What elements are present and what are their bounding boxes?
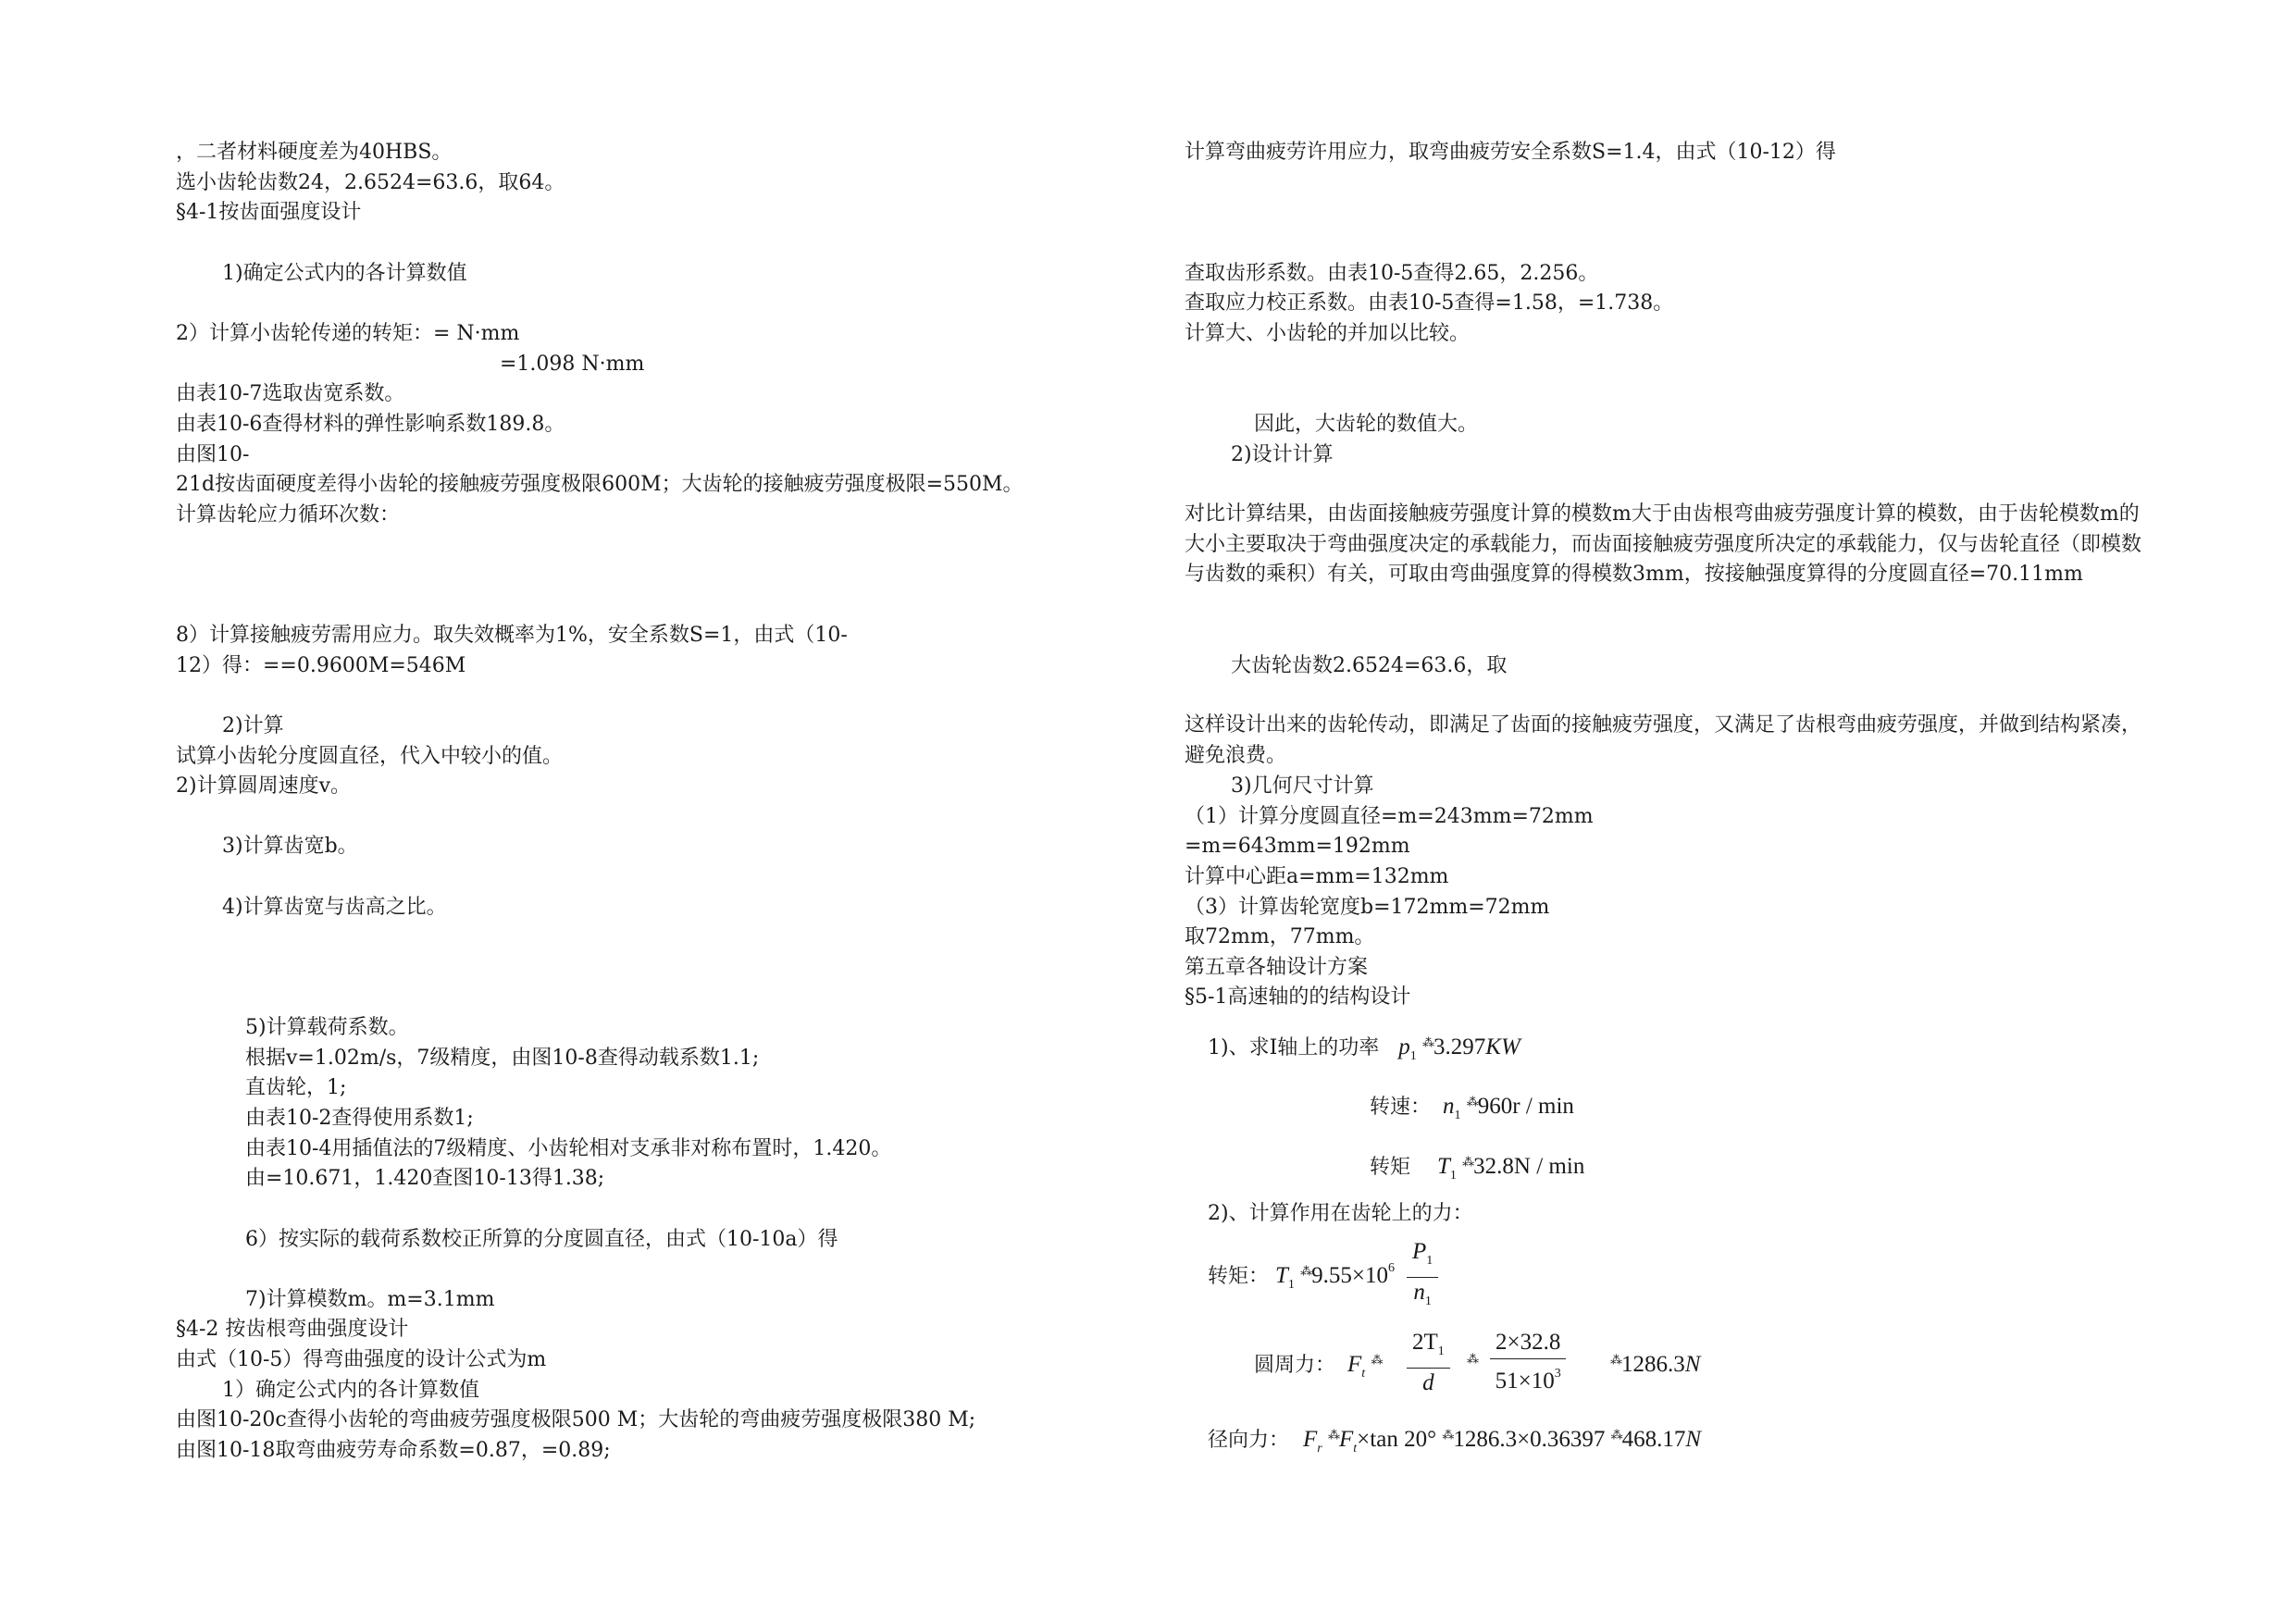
- text-line: 试算小齿轮分度圆直径，代入中较小的值。: [176, 745, 564, 768]
- ft-den1: d: [1422, 1370, 1434, 1395]
- t1-formula: [1208, 1255, 1395, 1299]
- power-var: p: [1398, 1035, 1410, 1059]
- t1-den-var: n: [1413, 1280, 1425, 1305]
- ft-var: F: [1347, 1352, 1362, 1377]
- chapter-heading: 第五章各轴设计方案: [1185, 956, 1369, 979]
- paragraph: 对比计算结果，由齿面接触疲劳强度计算的模数m大于由齿根弯曲疲劳强度计算的模数，由于齿轮模数m的大小主要取决于弯曲强度决定的承载能力，而齿面接触疲劳强度所决定的承载能力，仅与齿轮直径（即模数与齿数的乘积）有关，可取由弯曲强度算的得模数3mm，按接触强度算得的分度圆直径=70.11mm: [1185, 502, 2142, 586]
- step-heading: 4)计算齿宽与齿高之比。: [222, 896, 447, 919]
- t1-coefficient: 9.55×10: [1311, 1263, 1389, 1288]
- text-line: 8）计算接触疲劳需用应力。取失效概率为1%，安全系数S=1，由式（10-: [176, 624, 848, 647]
- torque-formula: [1370, 1148, 1584, 1190]
- text-line: 由=10.671，1.420查图10-13得1.38;: [245, 1167, 605, 1190]
- ft-num2: 2×32.8: [1490, 1329, 1566, 1359]
- t1-fraction: [1407, 1238, 1438, 1317]
- text-line: 2）计算小齿轮传递的转矩：= N·mm: [176, 322, 520, 345]
- ft-den2: 51×10: [1495, 1369, 1555, 1394]
- text-line: 查取齿形系数。由表10-5查得2.65，2.256。: [1185, 262, 1599, 285]
- step-heading: 2)计算: [222, 714, 284, 737]
- fr-unit: N: [1685, 1427, 1702, 1452]
- text-line: 取72mm，77mm。: [1185, 925, 1375, 948]
- power-sub: 1: [1409, 1049, 1417, 1063]
- ft-formula: [1254, 1346, 1382, 1388]
- text-line: 计算齿轮应力循环次数：: [176, 503, 401, 527]
- text-line: ，二者材料硬度差为40HBS。: [176, 141, 453, 164]
- torque-var: T: [1437, 1154, 1450, 1179]
- t1-den-sub: 1: [1424, 1295, 1432, 1308]
- text-line: 由表10-6查得材料的弹性影响系数189.8。: [176, 413, 565, 436]
- paragraph: 这样设计出来的齿轮传动，即满足了齿面的接触疲劳强度，又满足了齿根弯曲疲劳强度，并做到结构紧凑，避免浪费。: [1185, 713, 2142, 767]
- text-line: 12）得：==0.9600M=546M: [176, 654, 466, 677]
- torque-sub: 1: [1449, 1169, 1457, 1183]
- fr-label: 径向力：: [1208, 1429, 1290, 1452]
- text-line: 由表10-2查得使用系数1;: [245, 1107, 474, 1130]
- speed-formula: [1370, 1088, 1574, 1130]
- ft-num1: 2T: [1412, 1330, 1438, 1355]
- fr-sub: r: [1317, 1442, 1322, 1456]
- power-formula: [1208, 1029, 1520, 1071]
- fr-value: 468.17: [1621, 1427, 1686, 1452]
- text-line: =m=643mm=192mm: [1185, 835, 1410, 858]
- text-line: 由图10-18取弯曲疲劳寿命系数=0.87，=0.89;: [176, 1439, 611, 1462]
- text-line: 6）按实际的载荷系数校正所算的分度圆直径，由式（10-10a）得: [245, 1228, 838, 1251]
- text-line: 因此，大齿轮的数值大。: [1254, 413, 1479, 436]
- text-line: 7)计算模数m。m=3.1mm: [245, 1288, 495, 1311]
- relation-symbol: ⁂: [1300, 1264, 1312, 1278]
- force-heading: 2)、计算作用在齿轮上的力：: [1208, 1202, 1473, 1225]
- step-heading: 3)几何尺寸计算: [1231, 774, 1374, 798]
- ft-fraction-numeric: [1490, 1329, 1566, 1396]
- ft-num1-sub: 1: [1437, 1344, 1445, 1358]
- text-line: 由表10-4用插值法的7级精度、小齿轮相对支承非对称布置时，1.420。: [245, 1137, 892, 1160]
- fr-expr-var: F: [1339, 1427, 1354, 1452]
- t1-num-var: P: [1412, 1239, 1427, 1264]
- ft-result: [1610, 1346, 1700, 1379]
- relation-symbol: ⁂: [1466, 1095, 1478, 1109]
- ft-label: 圆周力：: [1254, 1354, 1336, 1377]
- t1-num-sub: 1: [1426, 1254, 1433, 1268]
- ft-sub: t: [1361, 1367, 1366, 1381]
- text-line: （1）计算分度圆直径=m=243mm=72mm: [1185, 805, 1594, 828]
- text-line: 查取应力校正系数。由表10-5查得=1.58，=1.738。: [1185, 291, 1674, 315]
- relation-symbol: ⁂: [1610, 1428, 1622, 1442]
- relation-symbol: ⁂: [1467, 1352, 1478, 1366]
- text-line: 由式（10-5）得弯曲强度的设计公式为m: [176, 1348, 547, 1371]
- t1-sub: 1: [1287, 1278, 1295, 1292]
- text-line: 直齿轮，1;: [245, 1076, 347, 1099]
- power-unit: KW: [1485, 1035, 1520, 1059]
- text-line: 选小齿轮齿数24，2.6524=63.6，取64。: [176, 171, 565, 194]
- step-heading: 5)计算载荷系数。: [245, 1016, 409, 1039]
- fr-var: F: [1303, 1427, 1318, 1452]
- ft-fraction-symbolic: [1407, 1329, 1450, 1398]
- speed-sub: 1: [1454, 1109, 1461, 1122]
- section-heading: §4-1按齿面强度设计: [176, 201, 362, 224]
- relation-symbol: ⁂: [1462, 1155, 1474, 1169]
- text-line: =1.098 N·mm: [500, 353, 645, 376]
- step-heading: 1)确定公式内的各计算数值: [222, 262, 467, 285]
- relation-symbol: ⁂: [1328, 1428, 1339, 1442]
- torque-value: 32.8N / min: [1473, 1154, 1585, 1179]
- text-line: 由图10-: [176, 443, 250, 466]
- ft-value: 1286.3: [1621, 1352, 1685, 1377]
- text-line: 21d按齿面硬度差得小齿轮的接触疲劳强度极限600M；大齿轮的接触疲劳强度极限=550M。: [176, 473, 1024, 496]
- speed-value: 960r / min: [1477, 1094, 1574, 1119]
- fr-intermediate: 1286.3×0.36397: [1453, 1427, 1606, 1452]
- ft-unit: N: [1684, 1352, 1701, 1377]
- text-line: （3）计算齿轮宽度b=172mm=72mm: [1185, 896, 1550, 919]
- relation-symbol: ⁂: [1422, 1035, 1434, 1049]
- fr-expr-sub: t: [1353, 1442, 1358, 1456]
- ft-den2-exponent: 3: [1554, 1367, 1561, 1381]
- text-line: 由图10-20c查得小齿轮的弯曲疲劳强度极限500 M；大齿轮的弯曲疲劳强度极限380 M;: [176, 1408, 976, 1431]
- torque-label: 转矩: [1370, 1156, 1411, 1179]
- text-line: 计算弯曲疲劳许用应力，取弯曲疲劳安全系数S=1.4，由式（10-12）得: [1185, 141, 1836, 164]
- section-heading: §5-1高速轴的的结构设计: [1185, 985, 1411, 1009]
- relation-symbol: ⁂: [1610, 1353, 1621, 1367]
- fr-formula: [1208, 1421, 1701, 1463]
- step-heading: 1）确定公式内的各计算数值: [222, 1379, 479, 1402]
- power-label: 1)、求Ⅰ轴上的功率: [1208, 1036, 1380, 1059]
- text-line: 根据v=1.02m/s，7级精度，由图10-8查得动载系数1.1;: [245, 1047, 760, 1070]
- text-line: 计算中心距a=mm=132mm: [1185, 865, 1449, 888]
- power-value: 3.297: [1433, 1035, 1486, 1059]
- t1-var: T: [1275, 1263, 1288, 1288]
- fr-expression: ×tan 20°: [1357, 1427, 1437, 1452]
- relation-symbol: ⁂: [1371, 1353, 1383, 1367]
- speed-var: n: [1443, 1094, 1455, 1119]
- step-heading: 3)计算齿宽b。: [222, 835, 358, 858]
- t1-label: 转矩：: [1208, 1265, 1270, 1288]
- text-line: 由表10-7选取齿宽系数。: [176, 382, 405, 405]
- text-line: 2)计算圆周速度v。: [176, 774, 352, 798]
- text-line: 大齿轮齿数2.6524=63.6，取: [1231, 654, 1508, 677]
- section-heading: §4-2 按齿根弯曲强度设计: [176, 1318, 409, 1341]
- speed-label: 转速：: [1370, 1096, 1432, 1119]
- text-line: 计算大、小齿轮的并加以比较。: [1185, 322, 1471, 345]
- step-heading: 2)设计计算: [1231, 443, 1334, 466]
- t1-exponent: 6: [1388, 1261, 1396, 1275]
- relation-symbol: ⁂: [1442, 1428, 1454, 1442]
